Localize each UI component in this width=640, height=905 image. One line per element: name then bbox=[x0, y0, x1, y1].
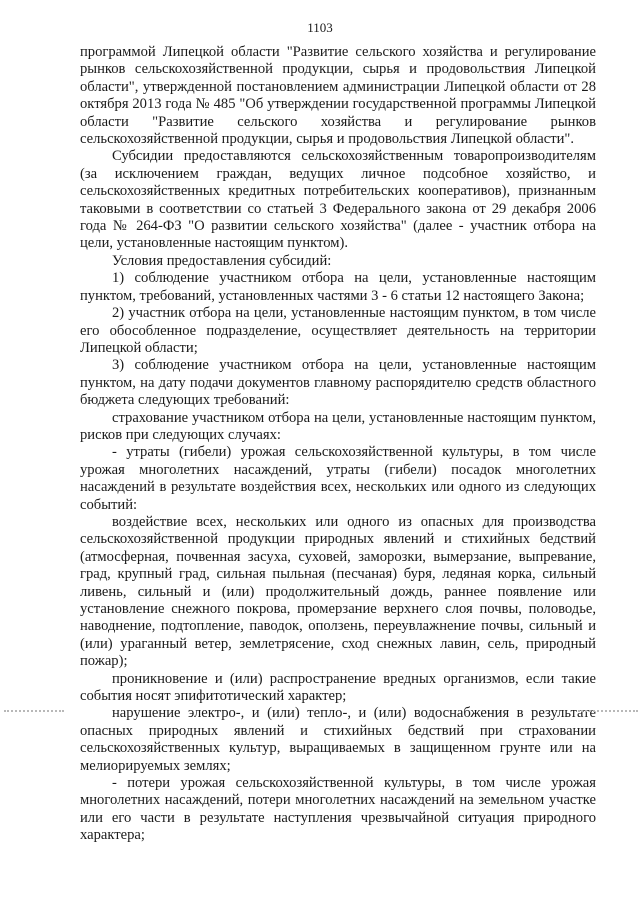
paragraph-natural-hazards: воздействие всех, нескольких или одного из опасных для производства сельскохозяйственной продукции природных явлений и стихийных бедствий (атмосферная, почвенная засуха, суховей, заморозки, вымерзание, выпревание, град, крупный град, сильная пыльная (песчаная) буря, ледяная корка, сильный ливень, сильный и (или) продолжительный дождь, раннее появление или установление снежного покрова, промерзание верхнего слоя почвы, половодье, наводнение, подтопление, паводок, оползень, переувлажнение почвы, сильный и (или) ураганный ветер, землетрясение, сход снежных лавин, сель, природный пожар); bbox=[80, 513, 596, 670]
paragraph-insurance: страхование участником отбора на цели, установленные настоящим пунктом, рисков при следующих случаях: bbox=[80, 409, 596, 443]
page-number: 1103 bbox=[307, 20, 333, 35]
paragraph-utility-disruption: нарушение электро-, и (или) тепло-, и (или) водоснабжения в результате опасных природных явлений и стихийных бедствий при страховании сельскохозяйственных культур, выращиваемых в защищенном грунте или на мелиорируемых землях; bbox=[80, 705, 596, 774]
paragraph-condition-3: 3) соблюдение участником отбора на цели, установленные настоящим пунктом, на дату подачи документов главному распорядителю средств областного бюджета следующих требований: bbox=[80, 357, 596, 409]
scan-artifact-right bbox=[578, 710, 638, 714]
scan-artifact-left bbox=[4, 710, 64, 714]
paragraph-condition-2: 2) участник отбора на цели, установленные настоящим пунктом, в том числе его обособленное подразделение, осуществляет деятельность на территории Липецкой области; bbox=[80, 305, 596, 356]
paragraph-condition-1: 1) соблюдение участником отбора на цели, установленные настоящим пунктом, требований, установленных частями 3 - 6 статьи 12 настоящего Закона; bbox=[80, 270, 596, 304]
paragraph-crop-loss: - утраты (гибели) урожая сельскохозяйственной культуры, в том числе урожая многолетних насаждений, утраты (гибели) посадок многолетних насаждений в результате воздействия всех, нескольких или одного из следующих событий: bbox=[80, 444, 596, 513]
paragraph-conditions-heading: Условия предоставления субсидий: bbox=[112, 252, 332, 269]
paragraph-pests: проникновение и (или) распространение вредных организмов, если такие события носят эпифитотический характер; bbox=[80, 670, 596, 705]
paragraph-emergency-loss: - потери урожая сельскохозяйственной культуры, в том числе урожая многолетних насаждений, потери многолетних насаждений на земельном участке или его части в результате наступления чрезвычайной ситуация природного характера; bbox=[80, 775, 596, 844]
document-body bbox=[80, 44, 596, 845]
paragraph-program-reference: программой Липецкой области "Развитие сельского хозяйства и регулирование рынков сельскохозяйственной продукции, сырья и продовольствия Липецкой области", утвержденной постановлением администрации Липецкой области от 28 октября 2013 года № 485 "Об утверждении государственной программы Липецкой области "Развитие сельского хозяйства и регулирование рынков сельскохозяйственной продукции, сырья и продовольствия Липецкой области". bbox=[80, 44, 596, 148]
paragraph-subsidy-recipients: Субсидии предоставляются сельскохозяйственным товаропроизводителям (за исключением граждан, ведущих личное подсобное хозяйство, и сельскохозяйственных кредитных потребительских кооперативов), признанным таковыми в соответствии со статьей 3 Федерального закона от 29 декабря 2006 года № 264-ФЗ "О развитии сельского хозяйства" (далее - участник отбора на цели, установленные настоящим пунктом). bbox=[80, 148, 596, 252]
